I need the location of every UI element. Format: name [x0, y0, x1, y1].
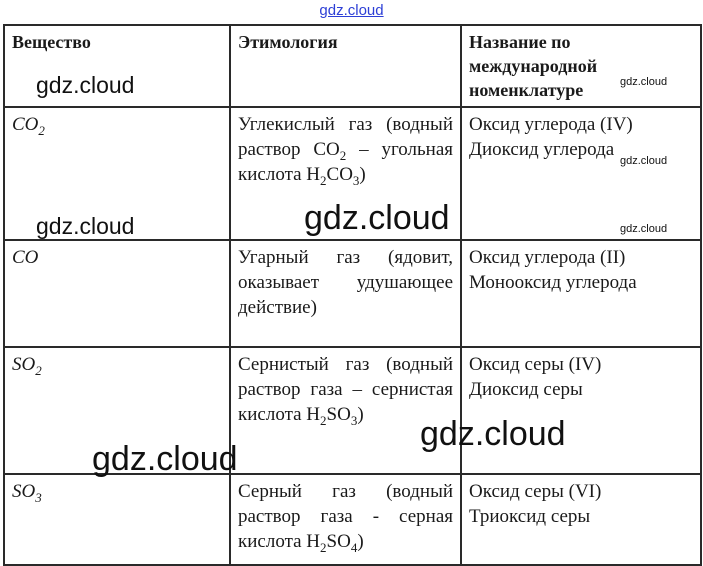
- name-cell: [461, 240, 701, 347]
- etymology-text: Сернистый газ (водный раствор газа – сернистая кислота H: [238, 354, 453, 425]
- formula-sub: 2: [38, 122, 45, 138]
- etymology-cell: [230, 240, 461, 347]
- top-watermark[interactable]: gdz.cloud: [319, 2, 384, 19]
- header-substance: Вещество: [4, 25, 230, 107]
- name-cell: [461, 347, 701, 474]
- substances-table: [3, 24, 702, 566]
- formula-base: CO: [12, 114, 39, 135]
- name-line: Диоксид серы: [469, 379, 583, 400]
- etymology-sub: 2: [320, 172, 327, 188]
- name-line: Оксид серы (VI): [469, 481, 602, 502]
- header-name: Название по международной номенклатуре: [461, 25, 701, 107]
- header-etymology: Этимология: [230, 25, 461, 107]
- etymology-cell: [230, 474, 461, 565]
- etymology-text: Серный газ (водный раствор газа - серная кислота H: [238, 481, 453, 552]
- name-cell: [461, 107, 701, 240]
- formula-sub: 3: [35, 489, 42, 505]
- etymology-text: CO: [326, 164, 353, 185]
- name-line: Оксид серы (IV): [469, 354, 602, 375]
- formula-base: SO: [12, 354, 36, 375]
- name-line: Диоксид углерода: [469, 139, 615, 160]
- etymology-text: SO: [326, 404, 351, 425]
- etymology-text: Углекислый газ (водный раствор CO: [238, 114, 453, 160]
- formula-base: CO: [12, 247, 39, 268]
- etymology-sub: 3: [350, 412, 358, 428]
- etymology-sub: 3: [352, 172, 360, 188]
- table-row: [4, 240, 701, 347]
- watermark: gdz.cloud: [620, 76, 668, 88]
- etymology-text: ): [357, 531, 364, 552]
- name-cell: [461, 474, 701, 565]
- watermark: gdz.cloud: [304, 199, 450, 237]
- etymology-sub: 2: [320, 412, 327, 428]
- etymology-text: – угольная кислота H: [238, 139, 453, 185]
- name-line: Оксид углерода (II): [469, 247, 626, 268]
- watermark: gdz.cloud: [92, 440, 238, 478]
- name-line: Монооксид углерода: [469, 272, 637, 293]
- formula-cell: [4, 474, 230, 565]
- watermark: gdz.cloud: [420, 415, 566, 453]
- etymology-sub: 2: [320, 539, 327, 555]
- watermark: gdz.cloud: [620, 155, 668, 167]
- watermark: gdz.cloud: [36, 72, 135, 98]
- watermark: gdz.cloud: [36, 213, 135, 239]
- formula-base: SO: [12, 481, 36, 502]
- name-line: Триоксид серы: [469, 506, 591, 527]
- etymology-text: SO: [326, 531, 351, 552]
- formula-sub: 2: [35, 362, 42, 378]
- etymology-text: ): [357, 404, 364, 425]
- etymology-cell: [230, 347, 461, 474]
- etymology-text: ): [359, 164, 366, 185]
- watermark: gdz.cloud: [620, 223, 668, 235]
- etymology-sub: 2: [339, 147, 347, 163]
- table-row: [4, 474, 701, 565]
- formula-cell: [4, 240, 230, 347]
- name-line: Оксид углерода (IV): [469, 114, 633, 135]
- etymology-text: Угарный газ (ядовит, оказывает удушающее действие): [238, 247, 453, 318]
- etymology-sub: 4: [350, 539, 358, 555]
